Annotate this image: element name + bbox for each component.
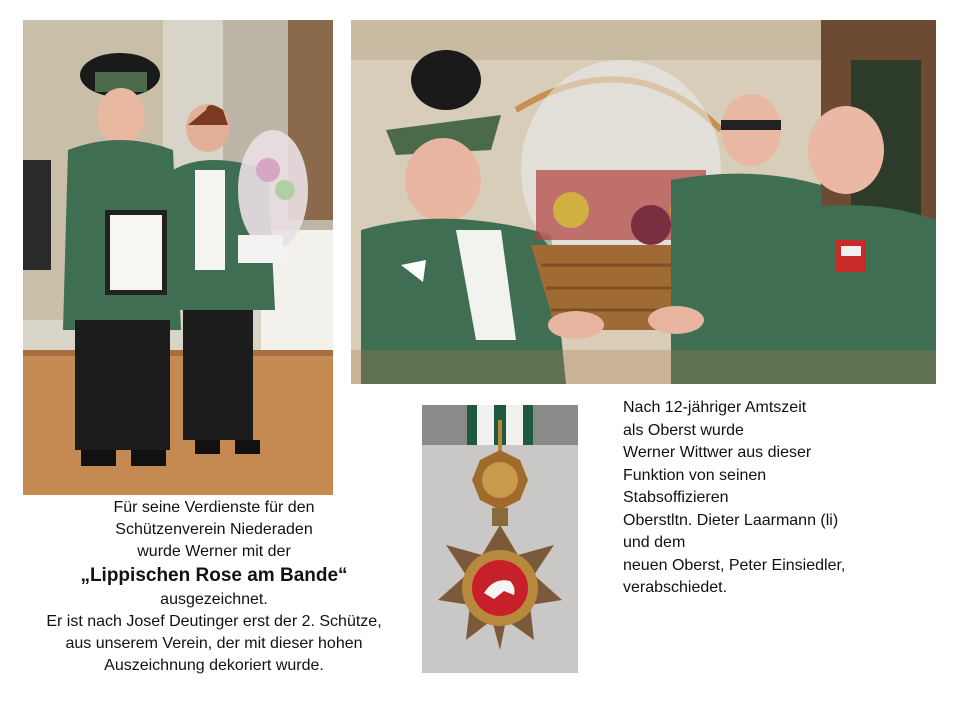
farewell-caption-line: und dem — [623, 534, 686, 551]
award-couple-image — [23, 20, 333, 495]
lippische-rose-medal-image — [422, 405, 578, 673]
farewell-caption-line: neuen Oberst, Peter Einsiedler, — [623, 556, 846, 574]
farewell-caption-line: verabschiedet. — [623, 579, 728, 596]
farewell-caption-line: Werner Wittwer aus dieser — [623, 444, 812, 461]
award-caption-line: Für seine Verdienste für den — [113, 499, 315, 516]
photo-gift-basket — [351, 20, 936, 384]
award-caption-line: wurde Werner mit der — [137, 543, 291, 560]
farewell-caption-line: Funktion von seinen — [623, 466, 767, 484]
award-caption-line: Schützenverein Niederaden — [115, 521, 313, 538]
award-caption — [14, 497, 414, 677]
photo-award-couple — [23, 20, 333, 495]
farewell-caption-line: Nach 12-jähriger Amtszeit — [623, 399, 807, 416]
farewell-caption — [623, 397, 943, 600]
farewell-caption-line: als Oberst wurde — [623, 421, 744, 439]
farewell-caption-line: Oberstltn. Dieter Laarmann (li) — [623, 511, 839, 529]
farewell-caption-line: Stabsoffizieren — [623, 489, 729, 506]
award-caption-line: aus unserem Verein, der mit dieser hohen — [65, 635, 363, 652]
award-caption-line: Auszeichnung dekoriert wurde. — [104, 657, 324, 674]
award-caption-line: Er ist nach Josef Deutinger erst der 2. Schütze, — [46, 613, 382, 630]
award-caption-line: ausgezeichnet. — [160, 591, 268, 608]
gift-basket-image — [351, 20, 936, 384]
award-name: „Lippischen Rose am Bande“ — [80, 565, 348, 586]
photo-medal — [422, 405, 578, 673]
